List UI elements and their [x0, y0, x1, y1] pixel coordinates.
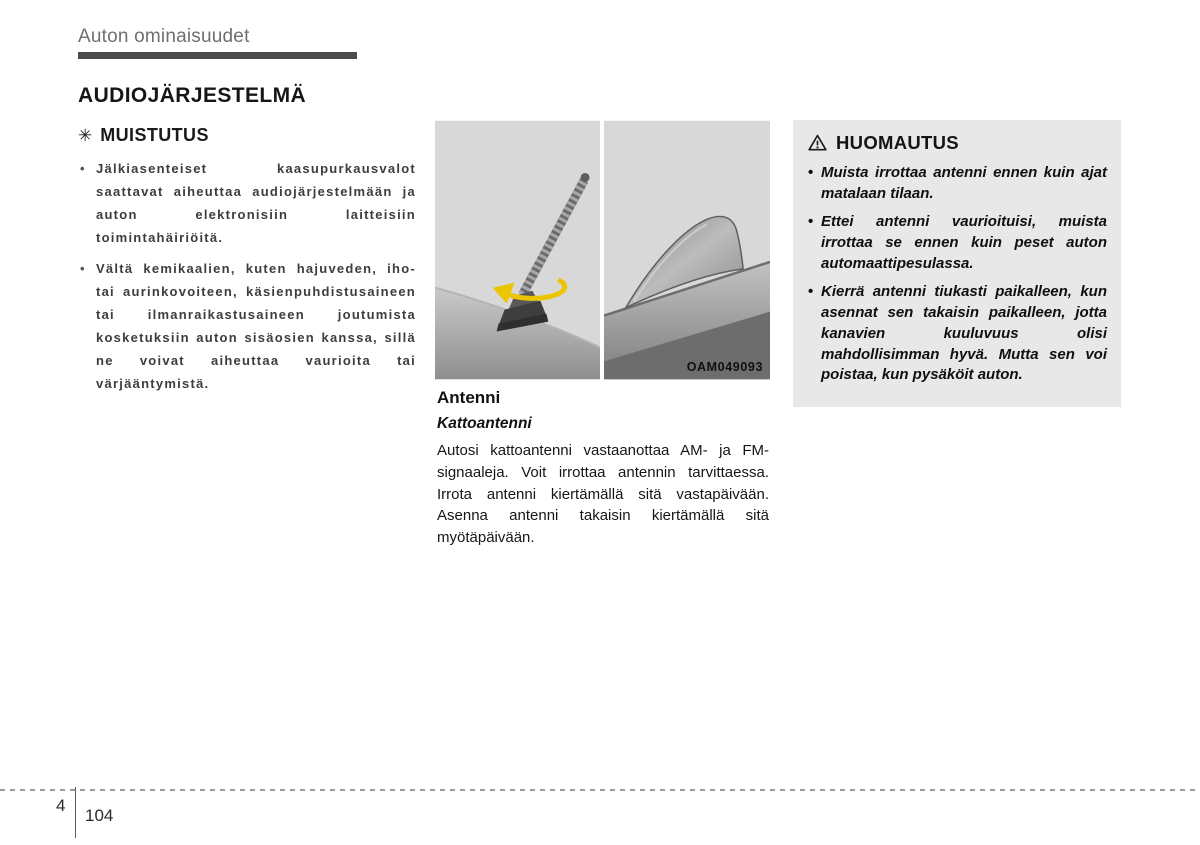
figure-code: OAM049093: [686, 360, 763, 374]
footer-page-number: 104: [85, 806, 114, 825]
page-header-title: Auton ominaisuudet: [78, 26, 250, 47]
antenna-figure: [435, 120, 770, 380]
caution-heading: [807, 132, 1107, 154]
caution-bullet: [807, 212, 1107, 274]
footer-chapter-number: 4: [56, 796, 66, 815]
notice-heading: [78, 125, 416, 146]
notice-bullet-text: Jälkiasenteiset kaasupurkausvalot saattavat aiheuttaa audiojärjestelmään ja auton elektronisiin laitteisiin toimintahäiriöitä.: [96, 161, 416, 246]
header-rule: [78, 52, 357, 59]
notice-bullet: [78, 157, 416, 250]
antenna-mast-illustration: [435, 120, 600, 380]
caution-bullet: [807, 163, 1107, 204]
caution-bullet-text: Kierrä antenni tiukasti paikalleen, kun asennat sen takaisin paikalleen, jotta kanavien kuuluvuus olisi mahdollisimman hyvä. Mutta sen voi poistaa, kun pysäköit auton.: [821, 283, 1107, 384]
roof-antenna-subheading: Kattoantenni: [437, 415, 532, 432]
notice-bullet-list: [78, 157, 416, 395]
footer-divider-line: [75, 787, 76, 838]
warning-triangle-icon: [807, 133, 828, 153]
notice-bullet-text: Vältä kemikaalien, kuten hajuveden, iho- tai aurinkovoiteen, käsienpuhdistusaineen tai ilmanraikastusaineen joutumista kosketuksiin auton sisäosien kanssa, sillä ne voivat aiheuttaa vaurioita tai värjääntymistä.: [96, 260, 416, 392]
audio-system-section: [78, 84, 416, 402]
asterisk-icon: ✳: [78, 125, 93, 145]
caution-title: HUOMAUTUS: [836, 132, 959, 153]
caution-bullet: [807, 282, 1107, 385]
notice-bullet: [78, 257, 416, 396]
caution-bullet-list: [807, 163, 1107, 386]
section-title: AUDIOJÄRJESTELMÄ: [78, 84, 307, 107]
caution-bullet-text: Muista irrottaa antenni ennen kuin ajat matalaan tilaan.: [821, 164, 1107, 202]
antenna-paragraph: Autosi kattoantenni vastaanottaa AM- ja FM-signaaleja. Voit irrottaa antennin tarvittaessa. Irrota antenni kiertämällä sitä vastapäivään. Asenna antenni takaisin kiertämällä sitä myötäpäivään.: [437, 442, 769, 546]
caution-box: [793, 120, 1121, 407]
notice-title: MUISTUTUS: [100, 125, 209, 145]
footer-dashed-rule: [0, 789, 1200, 791]
caution-bullet-text: Ettei antenni vaurioituisi, muista irrottaa se ennen kuin peset auton automaattipesulassa.: [821, 213, 1107, 272]
antenna-heading: Antenni: [437, 388, 501, 407]
antenna-text-section: [437, 388, 769, 549]
shark-fin-antenna-illustration: [604, 120, 770, 380]
